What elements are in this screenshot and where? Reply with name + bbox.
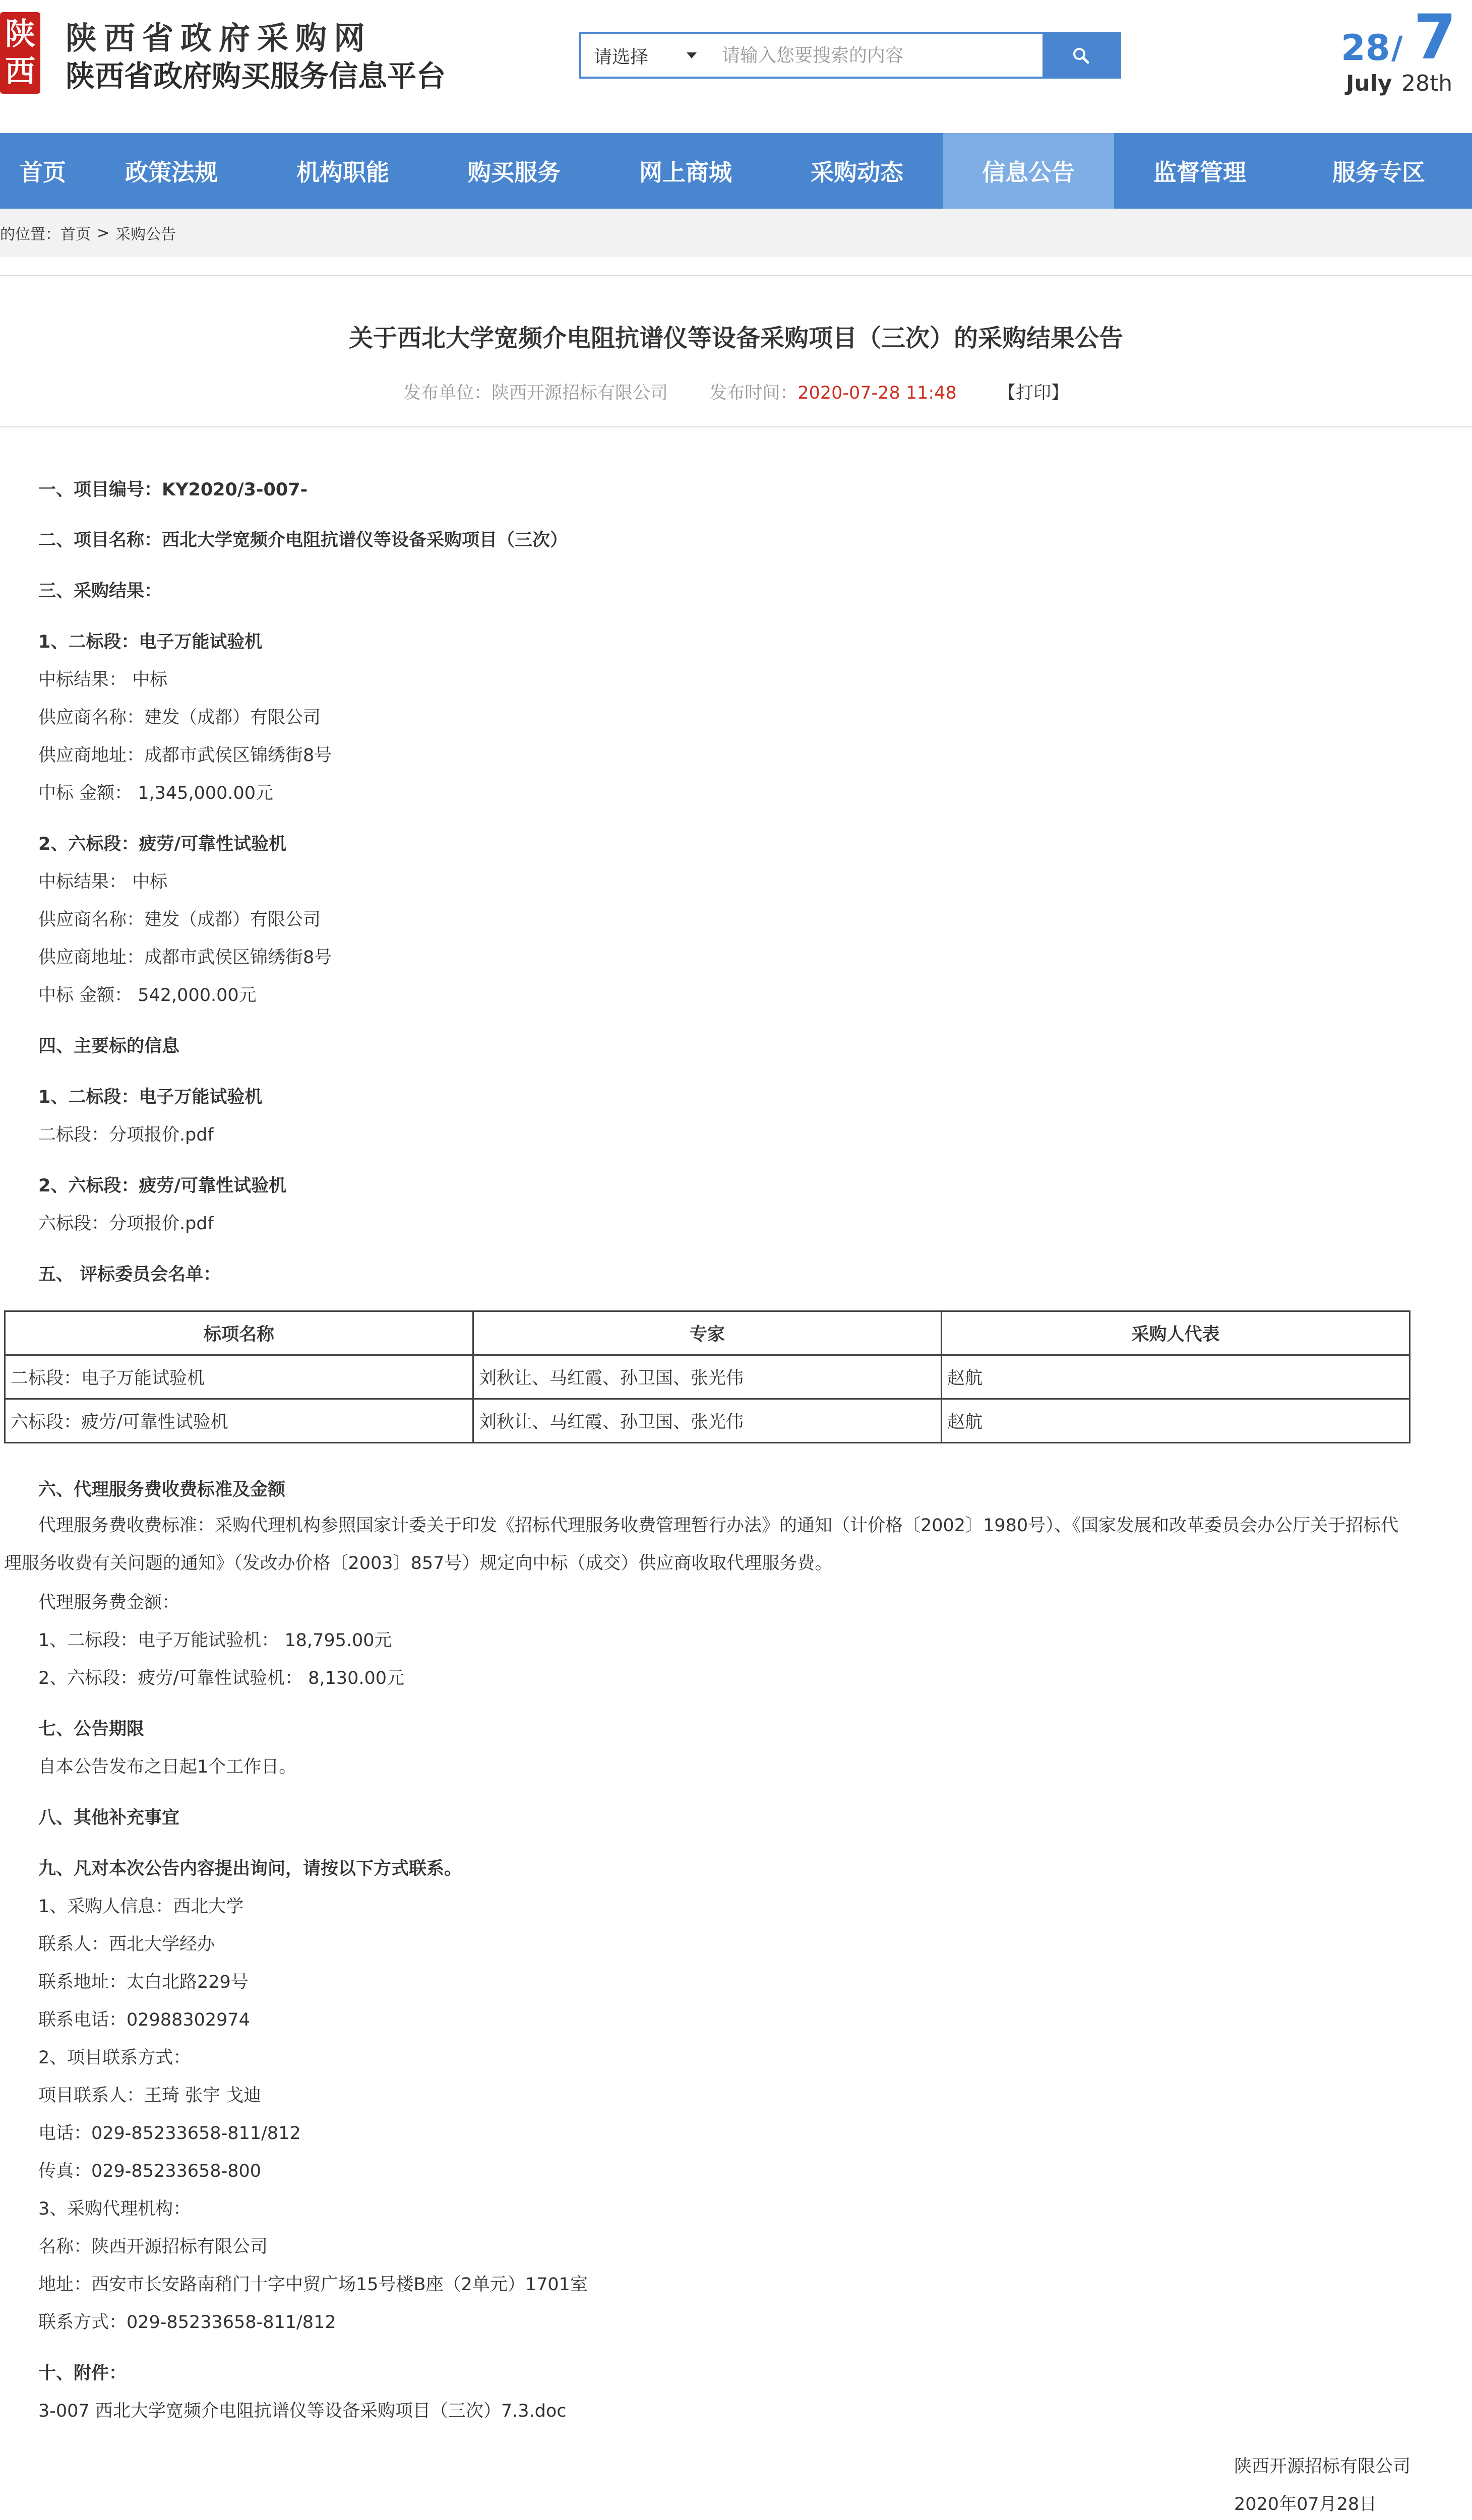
nav-item-purchase-services[interactable]: 购买服务 bbox=[468, 159, 561, 186]
site-subtitle: 陕西省政府购买服务信息平台 bbox=[66, 59, 446, 93]
agency-contact: 联系方式：029-85233658-811/812 bbox=[38, 2312, 336, 2333]
lot6-amount: 中标 金额： 542,000.00元 bbox=[38, 985, 257, 1005]
lot2-address: 供应商地址：成都市武侯区锦绣街8号 bbox=[38, 745, 332, 766]
purchaser-phone: 联系电话：02988302974 bbox=[38, 2010, 250, 2030]
lot2-title: 1、二标段：电子万能试验机 bbox=[38, 632, 263, 652]
main-item-lot6-file-link[interactable]: 六标段：分项报价.pdf bbox=[38, 1214, 214, 1234]
lot6-title: 2、六标段：疲劳/可靠性试验机 bbox=[38, 834, 287, 854]
lot2-result: 中标结果： 中标 bbox=[38, 670, 168, 690]
notice-period-text: 自本公告发布之日起1个工作日。 bbox=[38, 1757, 297, 1777]
col-header-purchaser-rep: 采购人代表 bbox=[942, 1311, 1410, 1355]
attachment-link[interactable]: 3-007 西北大学宽频介电阻抗谱仪等设备采购项目（三次）7.3.doc bbox=[38, 2401, 567, 2421]
cell-experts: 刘秋让、马红霞、孙卫国、张光伟 bbox=[473, 1399, 942, 1443]
agency-fee-lot6: 2、六标段：疲劳/可靠性试验机： 8,130.00元 bbox=[38, 1668, 405, 1688]
project-contact-heading: 2、项目联系方式： bbox=[38, 2048, 191, 2068]
date-day-number: 28 bbox=[1341, 27, 1390, 69]
agency-heading: 3、采购代理机构： bbox=[38, 2199, 191, 2219]
search-category-select[interactable] bbox=[581, 34, 717, 77]
breadcrumb-separator: > bbox=[97, 224, 110, 242]
search-bar bbox=[579, 32, 1121, 79]
divider bbox=[0, 275, 1472, 276]
lot6-result: 中标结果： 中标 bbox=[38, 872, 168, 892]
purchaser-info: 1、采购人信息：西北大学 bbox=[38, 1897, 244, 1917]
main-nav bbox=[0, 133, 1472, 209]
lot2-supplier: 供应商名称：建发（成都）有限公司 bbox=[38, 708, 321, 728]
purchaser-address: 联系地址：太白北路229号 bbox=[38, 1972, 249, 1992]
agency-fee-amount-label: 代理服务费金额： bbox=[38, 1593, 180, 1613]
section-other-matters: 八、其他补充事宜 bbox=[38, 1808, 180, 1828]
agency-address: 地址：西安市长安路南稍门十字中贸广场15号楼B座（2单元）1701室 bbox=[38, 2275, 588, 2295]
nav-item-announcements[interactable]: 信息公告 bbox=[943, 133, 1114, 209]
signature-org: 陕西开源招标有限公司 bbox=[1234, 2456, 1411, 2477]
section-results-heading: 三、采购结果： bbox=[38, 581, 162, 601]
publish-time: 2020-07-28 11:48 bbox=[798, 383, 957, 403]
nav-item-agencies[interactable]: 机构职能 bbox=[296, 159, 389, 186]
nav-item-service-zone[interactable]: 服务专区 bbox=[1332, 159, 1425, 186]
cell-lot: 六标段：疲劳/可靠性试验机 bbox=[5, 1399, 473, 1443]
article-title: 关于西北大学宽频介电阻抗谱仪等设备采购项目（三次）的采购结果公告 bbox=[348, 324, 1123, 352]
date-month-number: 7 bbox=[1414, 2, 1456, 73]
logo-char-2: 西 bbox=[5, 54, 35, 89]
agency-name: 名称：陕西开源招标有限公司 bbox=[38, 2237, 268, 2257]
cell-experts: 刘秋让、马红霞、孙卫国、张光伟 bbox=[473, 1355, 942, 1399]
project-contact-phone: 电话：029-85233658-811/812 bbox=[38, 2123, 301, 2144]
breadcrumb-current[interactable]: 采购公告 bbox=[115, 226, 176, 243]
committee-table bbox=[4, 1310, 1410, 1443]
table-header-row bbox=[5, 1311, 1410, 1355]
section-committee: 五、 评标委员会名单： bbox=[38, 1265, 221, 1285]
table-row bbox=[5, 1355, 1410, 1399]
project-contact-people: 项目联系人：王琦 张宇 戈迪 bbox=[38, 2086, 262, 2106]
divider bbox=[0, 426, 1472, 427]
cell-lot: 二标段：电子万能试验机 bbox=[5, 1355, 473, 1399]
cell-purchaser-rep: 赵航 bbox=[942, 1355, 1410, 1399]
main-item-lot2-file-link[interactable]: 二标段：分项报价.pdf bbox=[38, 1125, 214, 1145]
site-logo[interactable] bbox=[0, 12, 40, 94]
purchaser-contact: 联系人：西北大学经办 bbox=[38, 1934, 215, 1955]
site-title[interactable]: 陕西省政府采购网 bbox=[66, 20, 373, 56]
agency-fee-lot2: 1、二标段：电子万能试验机： 18,795.00元 bbox=[38, 1630, 392, 1651]
search-category-label: 请选择 bbox=[594, 46, 649, 68]
search-icon bbox=[1072, 47, 1089, 64]
lot6-address: 供应商地址：成都市武侯区锦绣街8号 bbox=[38, 948, 332, 968]
table-row bbox=[5, 1399, 1410, 1443]
nav-item-policy[interactable]: 政策法规 bbox=[125, 159, 218, 186]
section-notice-period: 七、公告期限 bbox=[38, 1719, 145, 1739]
section-main-items: 四、主要标的信息 bbox=[38, 1036, 180, 1056]
search-button[interactable] bbox=[1042, 34, 1119, 77]
main-item-lot6-title: 2、六标段：疲劳/可靠性试验机 bbox=[38, 1176, 287, 1196]
section-project-number: 一、项目编号：KY2020/3-007- bbox=[38, 480, 308, 500]
section-project-name: 二、项目名称：西北大学宽频介电阻抗谱仪等设备采购项目（三次） bbox=[38, 530, 568, 550]
section-attachments: 十、附件： bbox=[38, 2363, 127, 2383]
col-header-experts: 专家 bbox=[473, 1311, 942, 1355]
caret-down-icon bbox=[687, 52, 697, 58]
article-meta bbox=[0, 379, 1472, 404]
lot2-amount: 中标 金额： 1,345,000.00元 bbox=[38, 783, 274, 803]
nav-item-procurement-news[interactable]: 采购动态 bbox=[811, 159, 903, 186]
breadcrumb bbox=[0, 209, 1472, 257]
main-item-lot2-title: 1、二标段：电子万能试验机 bbox=[38, 1087, 263, 1107]
nav-item-home[interactable]: 首页 bbox=[20, 159, 66, 186]
print-link[interactable]: 【打印】 bbox=[998, 383, 1069, 403]
date-slash: / bbox=[1391, 29, 1403, 66]
publisher-label: 发布单位： bbox=[403, 383, 492, 403]
signature-date: 2020年07月28日 bbox=[1234, 2494, 1377, 2514]
lot6-supplier: 供应商名称：建发（成都）有限公司 bbox=[38, 910, 321, 930]
publisher-name: 陕西开源招标有限公司 bbox=[492, 383, 668, 403]
nav-item-supervision[interactable]: 监督管理 bbox=[1153, 159, 1246, 186]
date-month-word: July bbox=[1346, 71, 1392, 96]
section-contacts: 九、凡对本次公告内容提出询问，请按以下方式联系。 bbox=[38, 1859, 462, 1879]
cell-purchaser-rep: 赵航 bbox=[942, 1399, 1410, 1443]
breadcrumb-home-link[interactable]: 首页 bbox=[60, 226, 91, 243]
col-header-lot: 标项名称 bbox=[5, 1311, 473, 1355]
search-input[interactable] bbox=[717, 34, 1042, 77]
project-contact-fax: 传真：029-85233658-800 bbox=[38, 2161, 262, 2181]
logo-char-1: 陕 bbox=[5, 17, 35, 52]
nav-item-online-mall[interactable]: 网上商城 bbox=[639, 159, 732, 186]
date-day-word: 28th bbox=[1401, 71, 1453, 96]
agency-fee-standard: 代理服务费收费标准：采购代理机构参照国家计委关于印发《招标代理服务收费管理暂行办法》的通知（计价格〔2002〕1980号）、《国家发展和改革委员会办公厅关于招标代理服务收费有关问题的通知》（发改办价格〔2003〕857号）规定向中标（成交）供应商收取代理服务费。 bbox=[4, 1516, 1399, 1573]
publish-time-label: 发布时间： bbox=[709, 383, 798, 403]
breadcrumb-prefix: 的位置： bbox=[0, 226, 60, 243]
section-agency-fee: 六、代理服务费收费标准及金额 bbox=[38, 1480, 286, 1500]
